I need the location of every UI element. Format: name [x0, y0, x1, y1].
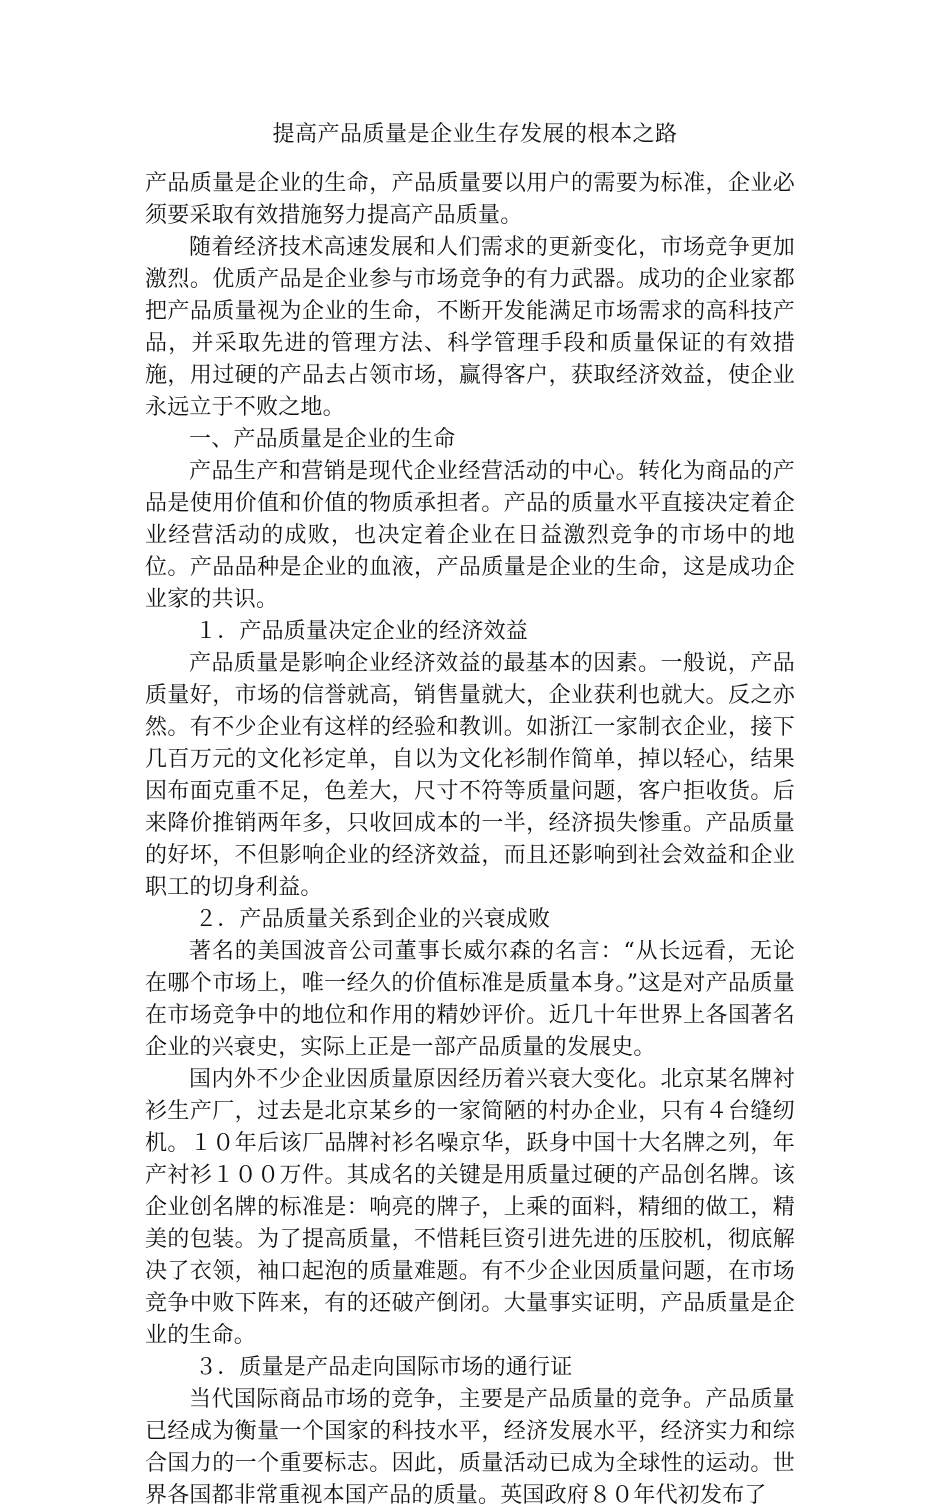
document-body [145, 168, 795, 1512]
paragraph-section-1: 产品生产和营销是现代企业经营活动的中心。转化为商品的产品是使用价值和价值的物质承担者。产品的质量水平直接决定着企业经营活动的成败，也决定着企业在日益激烈竞争的市场中的地位。产品品种是企业的血液，产品质量是企业的生命，这是成功企业家的共识。 [145, 459, 795, 612]
subheading-3: ３．质量是产品走向国际市场的通行证 [195, 1355, 573, 1380]
subheading-2: ２．产品质量关系到企业的兴衰成败 [195, 907, 551, 932]
paragraph-international-market: 当代国际商品市场的竞争，主要是产品质量的竞争。产品质量已经成为衡量一个国家的科技水平，经济发展水平，经济实力和综合国力的一个重要标志。因此，质量活动已成为全球性的运动。世界各国都非常重视本国产品的质量。英国政府８０年代初发布了 [145, 1387, 795, 1508]
document-title: 提高产品质量是企业生存发展的根本之路 [272, 122, 678, 147]
paragraph-economic-benefit: 产品质量是影响企业经济效益的最基本的因素。一般说，产品质量好，市场的信誉就高，销售量就大，企业获利也就大。反之亦然。有不少企业有这样的经验和教训。如浙江一家制衣企业，接下几百万元的文化衫定单，自以为文化衫制作简单，掉以轻心，结果因布面克重不足，色差大，尺寸不符等质量问题，客户拒收货。后来降价推销两年多，只收回成本的一半，经济损失惨重。产品质量的好坏，不但影响企业的经济效益，而且还影响到社会效益和企业职工的切身利益。 [145, 651, 795, 900]
subheading-1: １．产品质量决定企业的经济效益 [195, 619, 529, 644]
paragraph-intro: 产品质量是企业的生命，产品质量要以用户的需要为标准，企业必须要采取有效措施努力提高产品质量。 [145, 171, 795, 228]
paragraph-background: 随着经济技术高速发展和人们需求的更新变化，市场竞争更加激烈。优质产品是企业参与市场竞争的有力武器。成功的企业家都把产品质量视为企业的生命，不断开发能满足市场需求的高科技产品，并采取先进的管理方法、科学管理手段和质量保证的有效措施，用过硬的产品去占领市场，赢得客户，获取经济效益，使企业永远立于不败之地。 [145, 235, 795, 420]
paragraph-shirt-factory: 国内外不少企业因质量原因经历着兴衰大变化。北京某名牌衬衫生产厂，过去是北京某乡的一家简陋的村办企业，只有４台缝纫机。１０年后该厂品牌衬衫名噪京华，跃身中国十大名牌之列，年产衬衫１００万件。其成名的关键是用质量过硬的产品创名牌。该企业创名牌的标准是：响亮的牌子，上乘的面料，精细的做工，精美的包装。为了提高质量，不惜耗巨资引进先进的压胶机，彻底解决了衣领，袖口起泡的质量难题。有不少企业因质量问题，在市场竞争中败下阵来，有的还破产倒闭。大量事实证明，产品质量是企业的生命。 [145, 1067, 795, 1348]
section-heading-1: 一、产品质量是企业的生命 [189, 427, 456, 452]
paragraph-boeing-quote: 著名的美国波音公司董事长威尔森的名言：“从长远看，无论在哪个市场上，唯一经久的价值标准是质量本身。”这是对产品质量在市场竞争中的地位和作用的精妙评价。近几十年世界上各国著名企业的兴衰史，实际上正是一部产品质量的发展史。 [145, 939, 795, 1060]
